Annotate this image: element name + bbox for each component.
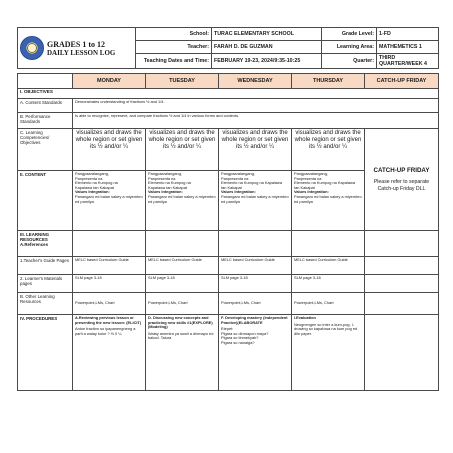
day-tuesday: TUESDAY [146, 74, 219, 89]
competency-wednesday: visualizes and draws the whole region or set given its ½ and/or ¼ [219, 129, 292, 171]
materials-monday: SLM page 3-18 [73, 275, 146, 293]
area-label: Learning Area: [322, 41, 377, 54]
competency-monday: visualizes and draws the whole region or set given its ½ and/or ¼ [73, 129, 146, 171]
guide-tuesday: MELC based Curriculum Guide [146, 257, 219, 275]
daily-lesson-log [17, 27, 438, 430]
day-monday: MONDAY [73, 74, 146, 89]
materials-tuesday: SLM page 3-18 [146, 275, 219, 293]
catchup-friday-cell [365, 129, 439, 231]
quarter-label: Quarter: [322, 54, 377, 69]
guide-label: 1.Teacher's Guide Pages [18, 257, 73, 275]
grade-label: Grade Level: [322, 28, 377, 41]
deped-seal-icon [20, 36, 44, 60]
dates-label: Teaching Dates and Time: [136, 54, 212, 69]
dates-value: FEBRUARY 19-23, 2024/9:35-10:25 [212, 54, 322, 69]
content-monday: Pangpaaralangang, Panpresenta na Elemento na Kumpog na Kapalawa tan Kakapat Values Integration: Panangaro ed balan sakey a miyembro ed pamilya [73, 171, 146, 231]
performance-standards-label: B. Performance Standards [18, 113, 73, 129]
competency-tuesday: visualizes and draws the whole region or set given its ½ and/or ¼ [146, 129, 219, 171]
content-label: II. CONTENT [18, 171, 73, 231]
procedure-monday: A.Reviewing previous lesson or presenting the new lesson: (ELICIT) Anton fraction so ipapanengneng a parti a walay kolor ? ½ 0 ¼ [73, 315, 146, 391]
guide-wednesday: MELC based Curriculum Guide [219, 257, 292, 275]
objectives-heading: I. OBJECTIVES [18, 89, 439, 99]
catchup-note: Please refer to separate Catch-up Friday DLL [373, 179, 430, 192]
procedures-label: IV. PROCEDURES [18, 315, 73, 391]
teacher-value: FARAH D. DE GUZMAN [212, 41, 322, 54]
teacher-label: Teacher: [136, 41, 212, 54]
procedure-tuesday: D. Discussing new concepts and practicing new skills #1(EXPLORE) (Modeling) Walay anemira ya suwil a dinmapo ed bakod. Talura [146, 315, 219, 391]
catchup-title: CATCH-UP FRIDAY [373, 167, 430, 175]
performance-standards-text: Is able to recognize, represent, and compare fractions ½ and 1/4 in various forms and contexts. [73, 113, 439, 129]
guide-thursday: MELC based Curriculum Guide [292, 257, 365, 275]
guide-monday: MELC based Curriculum Guide [73, 257, 146, 275]
other-tuesday: Powerpoint,LMs, Chart [146, 293, 219, 315]
log-title-line1: GRADES 1 to 12 [47, 39, 106, 49]
resources-heading-cell: III. LEARNING RESOURCES A.References [18, 231, 73, 257]
day-wednesday: WEDNESDAY [219, 74, 292, 89]
other-resources-label: B. Other Learning Resources [18, 293, 73, 315]
lesson-table [17, 73, 439, 391]
content-tuesday: Pangpaaralangang, Panpresenta na Elemento na Kumpog na Kapalawa tan Kakapat Values Integration: Panangaro ed balan sakey a miyembro ed pamilya [146, 171, 219, 231]
competencies-label: C. Learning Competencies/ Objectives [18, 129, 73, 171]
area-value: MATHEMETICS 1 [377, 41, 439, 54]
materials-label: 2. Learner's Materials pages [18, 275, 73, 293]
day-catchup-friday: CATCH-UP FRIDAY [365, 74, 439, 89]
content-wednesday: Pangpaaralangang, Panpresenta na Elemento na Kumpog na Kapalawa tan Kakapat Values Integration: Panangaro ed balan sakey a miyembro ed pamilya [219, 171, 292, 231]
procedure-thursday: I.Evaluation Nengnengen so inter a kum-pog. I-drowing so kapalowa na kum pog ed diln paper. [292, 315, 365, 391]
materials-wednesday: SLM page 3-18 [219, 275, 292, 293]
school-value: TURAC ELEMENTARY SCHOOL [212, 28, 322, 41]
log-title-line2: DAILY LESSON LOG [47, 48, 116, 57]
procedure-wednesday: F. Developing mastery (Independent Practice)(ELABORATE Etepet: Pigara so dinmapon maya? Pigara so tinmekyab? Pigara so nanaiga? [219, 315, 292, 391]
day-thursday: THURSDAY [292, 74, 365, 89]
competency-thursday: visualizes and draws the whole region or set given its ½ and/or ¼ [292, 129, 365, 171]
other-thursday: Powerpoint,LMs, Chart [292, 293, 365, 315]
quarter-value: THIRD QUARTER/WEEK 4 [377, 54, 439, 69]
grade-value: 1-FD [377, 28, 439, 41]
content-standards-label: A. Content Standards [18, 99, 73, 113]
content-standards-text: Demonstrates understanding of fractions ½ and 1/4. [73, 99, 439, 113]
school-label: School: [136, 28, 212, 41]
content-thursday: Pangpaaralangang, Panpresenta na Elemento na Kumpog na Kapalawa tan Kakapat Values Integration: Panangaro ed balan sakey a miyembro ed pamilya [292, 171, 365, 231]
title-block [18, 28, 136, 69]
other-monday: Powerpoint,LMs, Chart [73, 293, 146, 315]
header-table [17, 27, 439, 69]
materials-thursday: SLM page 3-18 [292, 275, 365, 293]
other-wednesday: Powerpoint,LMs, Chart [219, 293, 292, 315]
